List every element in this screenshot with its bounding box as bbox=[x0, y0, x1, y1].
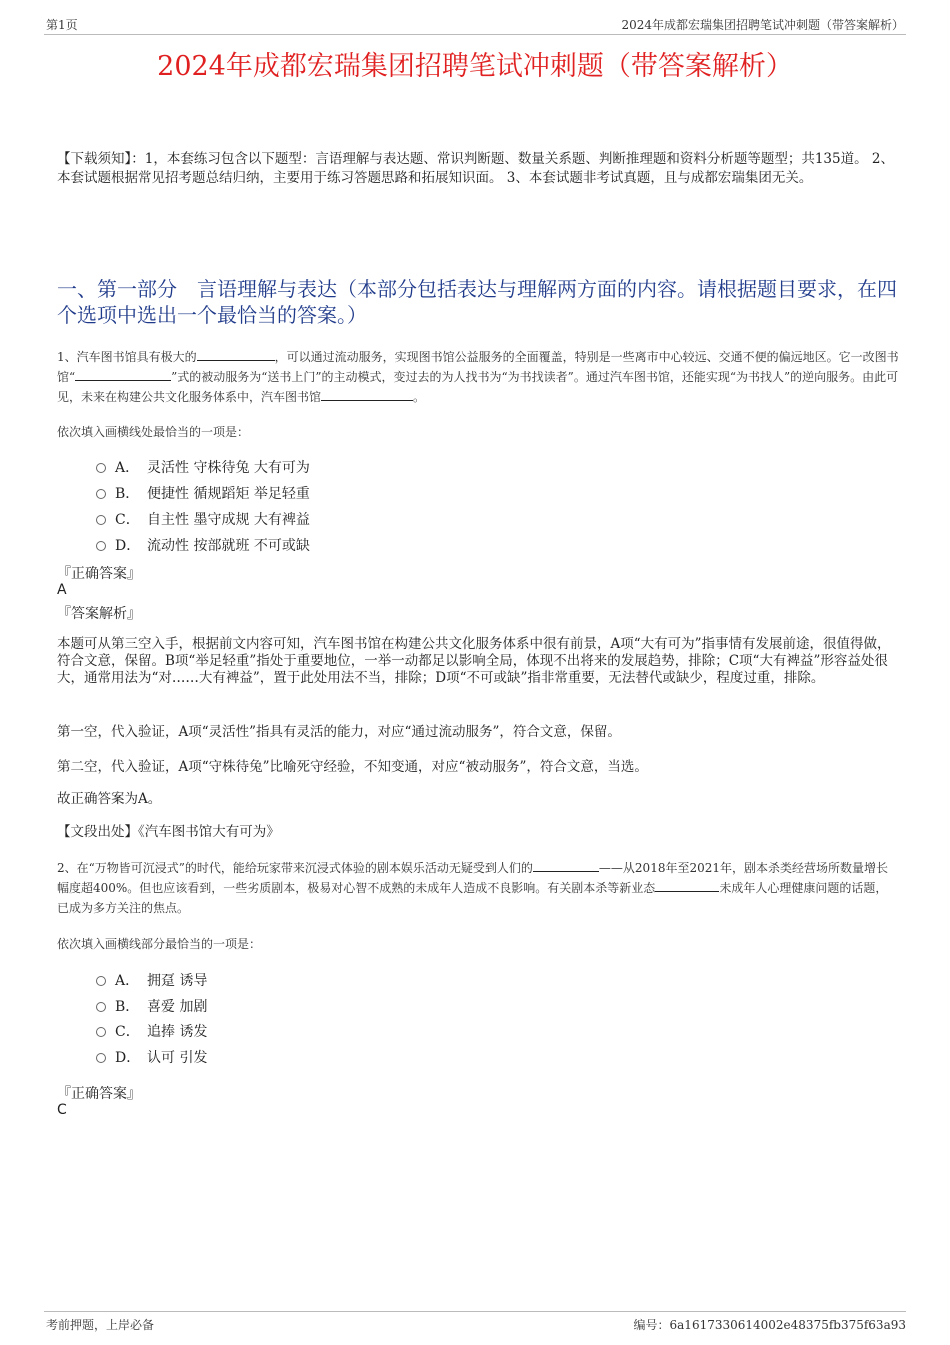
option-b[interactable]: B． 便捷性 循规蹈矩 举足轻重 bbox=[96, 483, 310, 503]
header-doc-title: 2024年成都宏瑞集团招聘笔试冲刺题（带答案解析） bbox=[621, 18, 904, 32]
page-number: 第1页 bbox=[46, 18, 78, 32]
analysis-label: 『答案解析』 bbox=[57, 606, 141, 622]
radio-icon[interactable] bbox=[96, 976, 106, 986]
analysis-paragraph: 第一空，代入验证，A项“灵活性”指具有灵活的能力，对应“通过流动服务”，符合文意，保留。 bbox=[57, 724, 621, 740]
page-footer bbox=[44, 1311, 906, 1332]
answer-label: 『正确答案』 bbox=[57, 566, 141, 582]
fill-blank bbox=[75, 369, 171, 381]
page-title: 2024年成都宏瑞集团招聘笔试冲刺题（带答案解析） bbox=[157, 51, 793, 82]
question-2-instruction: 依次填入画横线部分最恰当的一项是： bbox=[57, 937, 262, 951]
radio-icon[interactable] bbox=[96, 515, 106, 525]
footer-slogan: 考前押题，上岸必备 bbox=[46, 1318, 155, 1332]
radio-icon[interactable] bbox=[96, 1027, 106, 1037]
radio-icon[interactable] bbox=[96, 541, 106, 551]
fill-blank bbox=[321, 389, 413, 401]
radio-icon[interactable] bbox=[96, 1002, 106, 1012]
section-title: 一、第一部分 言语理解与表达（本部分包括表达与理解两方面的内容。请根据题目要求，在四个选项中选出一个最恰当的答案。） bbox=[57, 277, 897, 327]
answer-value: C bbox=[57, 1102, 67, 1118]
fill-blank bbox=[197, 349, 275, 361]
analysis-paragraph: 本题可从第三空入手，根据前文内容可知，汽车图书馆在构建公共文化服务体系中很有前景，A项“大有可为”指事情有发展前途，很值得做，符合文意，保留。B项“举足轻重”指处于重要地位，一举一动都足以影响全局，体现不出将来的发展趋势，排除；C项“大有裨益”形容益处很大，通常用法为“对……大有裨益”，置于此处用法不当，排除；D项“不可或缺”指非常重要，无法替代或缺少，程度过重，排除。 bbox=[57, 636, 891, 686]
option-a[interactable]: A． 拥趸 诱导 bbox=[96, 970, 207, 990]
question-1-text: 1、汽车图书馆具有极大的 ，可以通过流动服务，实现图书馆公益服务的全面覆盖，特别是一些离市中心较远、交通不便的偏远地区。它一改图书馆“ ”式的被动服务为“送书上门”的主动模式，变过去的为人找书为“为书找读者”。通过汽车图书馆，还能实现“为书找人”的逆向服务。由此可见，未来在构建公共文化服务体系中，汽车图书馆 。 bbox=[57, 350, 899, 404]
answer-label: 『正确答案』 bbox=[57, 1086, 141, 1102]
radio-icon[interactable] bbox=[96, 1053, 106, 1063]
page-header bbox=[44, 14, 906, 35]
radio-icon[interactable] bbox=[96, 489, 106, 499]
analysis-paragraph: 第二空，代入验证，A项“守株待兔”比喻死守经验，不知变通，对应“被动服务”，符合文意，当选。 bbox=[57, 759, 648, 775]
radio-icon[interactable] bbox=[96, 463, 106, 473]
option-d[interactable]: D． 认可 引发 bbox=[96, 1047, 207, 1067]
download-notice: 【下载须知】：1，本套练习包含以下题型：言语理解与表达题、常识判断题、数量关系题、判断推理题和资料分析题等题型；共135道。 2、本套试题根据常见招考题总结归纳，主要用于练习答题思路和拓展知识面。 3、本套试题非考试真题，且与成都宏瑞集团无关。 bbox=[57, 151, 894, 186]
option-c[interactable]: C． 自主性 墨守成规 大有裨益 bbox=[96, 509, 310, 529]
option-d[interactable]: D． 流动性 按部就班 不可或缺 bbox=[96, 535, 310, 555]
option-a[interactable]: A． 灵活性 守株待兔 大有可为 bbox=[96, 457, 310, 477]
answer-value: A bbox=[57, 582, 67, 598]
document-id: 编号：6a1617330614002e48375fb375f63a93 bbox=[633, 1318, 906, 1332]
option-c[interactable]: C． 追捧 诱发 bbox=[96, 1021, 207, 1041]
analysis-conclusion: 故正确答案为A。 bbox=[57, 791, 162, 807]
fill-blank bbox=[533, 860, 599, 872]
option-b[interactable]: B． 喜爱 加剧 bbox=[96, 996, 207, 1016]
question-2-text: 2、在“万物皆可沉浸式”的时代，能给玩家带来沉浸式体验的剧本娱乐活动无疑受到人们的 ——从2018年至2021年，剧本杀类经营场所数量增长幅度超400%。但也应该看到，一些劣质剧本，极易对心智不成熟的未成年人造成不良影响。有关剧本杀等新业态 未成年人心理健康问题的话题，已成为多方关注的焦点。 bbox=[57, 861, 889, 915]
source-citation: 【文段出处】《汽车图书馆大有可为》 bbox=[57, 824, 280, 840]
question-1-instruction: 依次填入画横线处最恰当的一项是： bbox=[57, 425, 250, 439]
fill-blank bbox=[655, 880, 719, 892]
